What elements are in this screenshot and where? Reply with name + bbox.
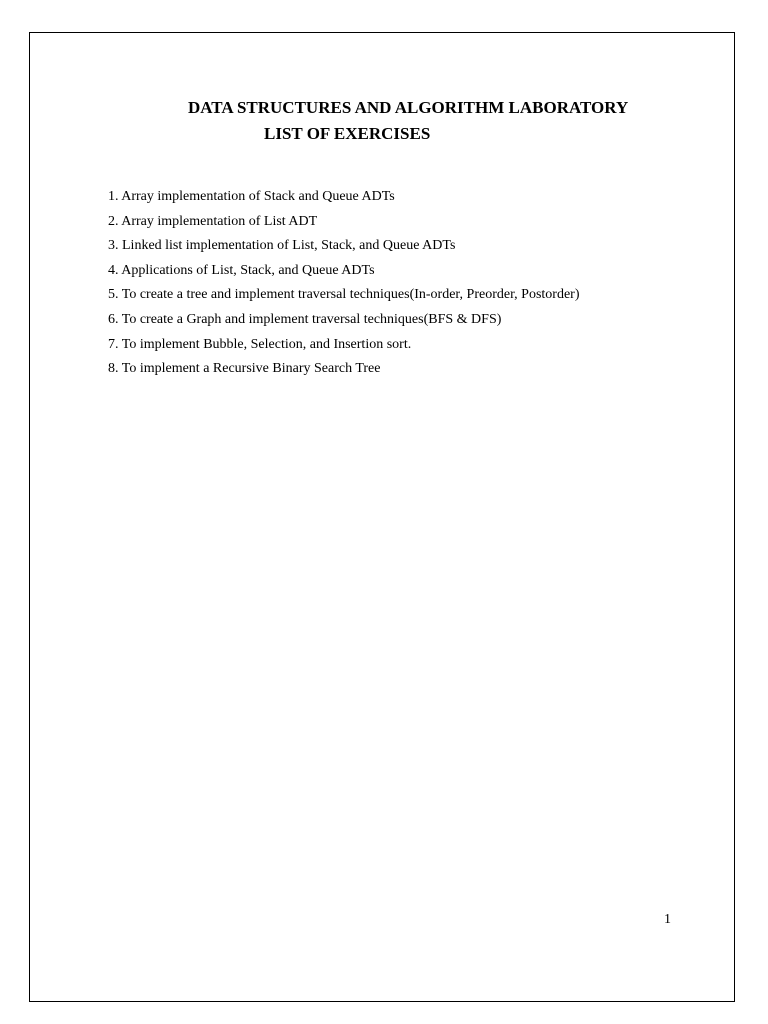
exercise-item-7: 7. To implement Bubble, Selection, and Insertion sort.: [108, 336, 412, 352]
document-title: DATA STRUCTURES AND ALGORITHM LABORATORY: [188, 98, 629, 117]
page-number: 1: [664, 912, 671, 927]
exercise-item-1: 1. Array implementation of Stack and Queue ADTs: [108, 189, 395, 204]
exercise-list: [108, 188, 580, 385]
exercise-item-6: 6. To create a Graph and implement traversal techniques(BFS & DFS): [108, 311, 502, 327]
exercise-item-3: 3. Linked list implementation of List, Stack, and Queue ADTs: [108, 238, 456, 254]
exercise-item-2: 2. Array implementation of List ADT: [108, 213, 318, 229]
exercise-item-5: 5. To create a tree and implement traversal techniques(In-order, Preorder, Postorder): [108, 287, 580, 303]
document-subtitle: LIST OF EXERCISES: [264, 124, 431, 143]
page-border: [29, 32, 735, 1002]
exercise-item-8: 8. To implement a Recursive Binary Search Tree: [108, 361, 381, 377]
exercise-item-4: 4. Applications of List, Stack, and Queue ADTs: [108, 262, 375, 278]
